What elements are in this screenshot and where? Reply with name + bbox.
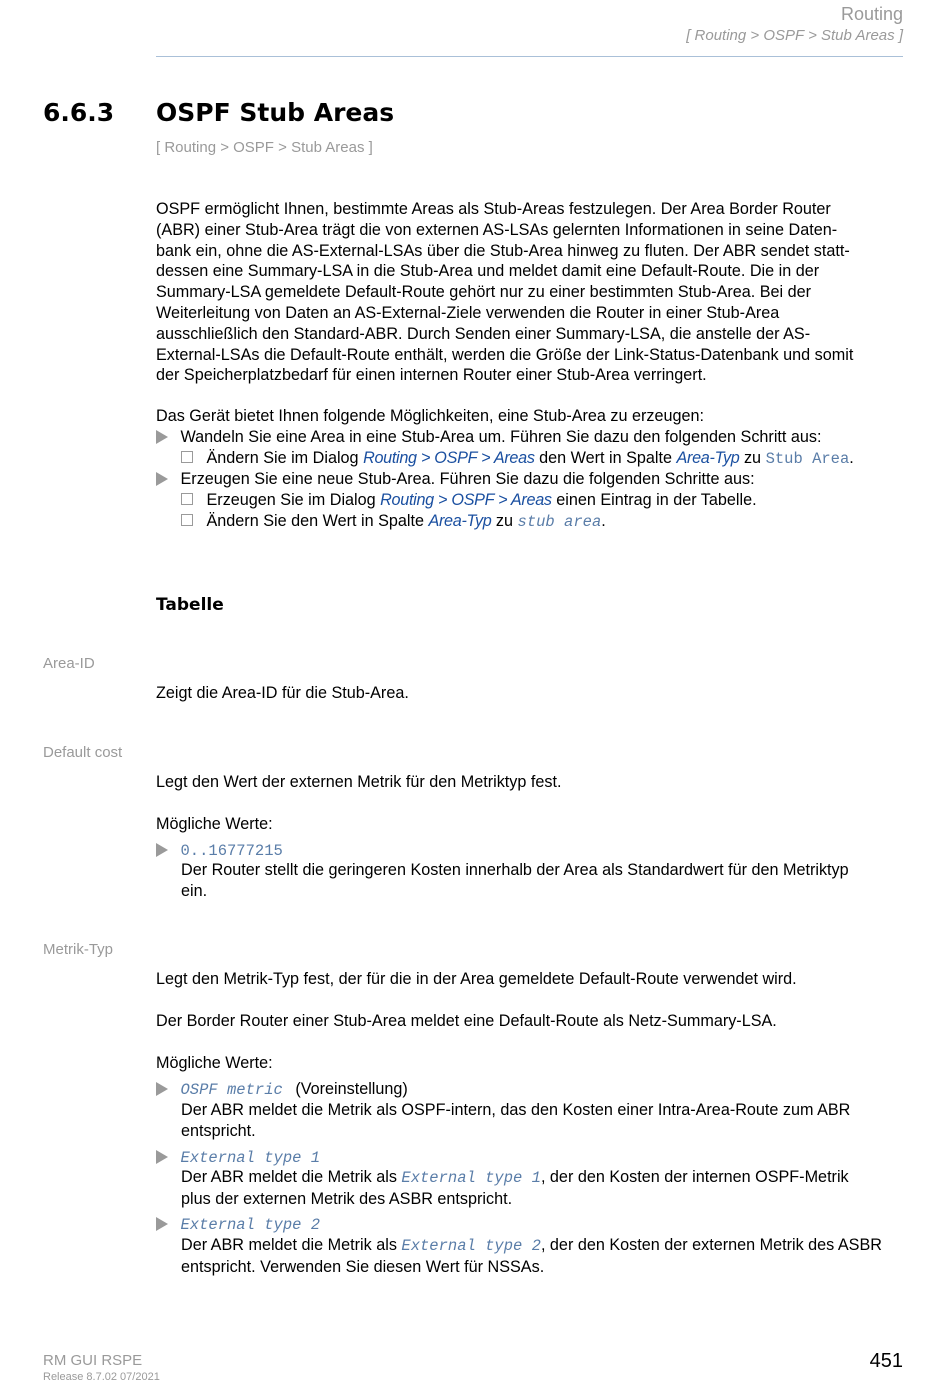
param-desc-metrik-typ: Legt den Metrik-Typ fest, der für die in der Area gemeldete Default-Route verwendet wird. bbox=[156, 970, 797, 988]
dialog-link-areas[interactable]: Routing > OSPF > Areas bbox=[380, 491, 552, 509]
value-ospf-metric: OSPF metric bbox=[180, 1081, 283, 1099]
column-link-area-typ[interactable]: Area-Typ bbox=[428, 512, 492, 530]
param-label-area-id: Area-ID bbox=[43, 655, 95, 672]
column-link-area-typ[interactable]: Area-Typ bbox=[676, 449, 740, 467]
param-label-metrik-typ: Metrik-Typ bbox=[43, 941, 114, 958]
intro-line: External-LSAs die Default-Route enthält, werden die Größe der Link-Status-Datenbank und somit bbox=[156, 345, 854, 364]
value-item-external-type-2 bbox=[156, 1214, 320, 1236]
value-item-range bbox=[156, 840, 283, 862]
intro-line: OSPF ermöglicht Ihnen, bestimmte Areas als Stub-Areas festzulegen. Der Area Border Router bbox=[156, 200, 831, 218]
intro-line: Summary-LSA gemeldete Default-Route gehört nur zu einer bestimmten Stub-Area. Bei der bbox=[156, 283, 812, 302]
header-divider bbox=[156, 56, 903, 57]
table-heading: Tabelle bbox=[156, 595, 224, 615]
running-header-title: Routing bbox=[840, 4, 903, 24]
section-title: OSPF Stub Areas bbox=[156, 98, 395, 127]
option-item-2 bbox=[156, 469, 755, 490]
value-external-type-1: External type 1 bbox=[180, 1149, 321, 1167]
option-item-2-step-2: Ändern Sie den Wert in Spalte Area-Typ zu stub area. bbox=[181, 511, 606, 533]
intro-line: der Speicherplatzbedarf für einen internen Router einer Stub-Area verringert. bbox=[156, 366, 707, 385]
bullet-triangle-icon bbox=[156, 430, 168, 444]
intro-line: dessen eine Summary-LSA in die Stub-Area und meldet damit eine Default-Route. Die in der bbox=[156, 262, 820, 281]
code-value-stub-area: Stub Area bbox=[765, 450, 850, 468]
intro-line: (ABR) einer Stub-Area trägt die von externen AS-LSAs gelernten Informationen in seine Daten- bbox=[156, 220, 838, 239]
param-desc-default-cost: Legt den Wert der externen Metrik für den Metriktyp fest. bbox=[156, 773, 562, 791]
intro-line: ausschließlich den Standard-ABR. Durch Senden einer Summary-LSA, die anstelle der AS- bbox=[156, 324, 811, 343]
option-item-1-step: Ändern Sie im Dialog Routing > OSPF > Areas den Wert in Spalte Area-Typ zu Stub Area. bbox=[181, 448, 854, 470]
value-item-external-type-1 bbox=[156, 1147, 320, 1169]
value-ospf-metric-desc: Der ABR meldet die Metrik als OSPF-intern, das den Kosten einer Intra-Area-Route zum ABR entspricht. bbox=[181, 1101, 851, 1140]
intro-paragraph bbox=[156, 199, 906, 386]
footer-release: Release 8.7.02 07/2021 bbox=[43, 1371, 160, 1383]
checkbox-square-icon bbox=[181, 514, 193, 526]
intro-line: bank ein, ohne die AS-External-LSAs über die Stub-Area hinweg zu fluten. Der ABR sendet statt- bbox=[156, 241, 850, 260]
page-number: 451 bbox=[869, 1350, 903, 1372]
dialog-link-areas[interactable]: Routing > OSPF > Areas bbox=[363, 449, 535, 467]
value-range: 0..16777215 bbox=[180, 842, 283, 860]
default-note: (Voreinstellung) bbox=[295, 1080, 408, 1098]
bullet-triangle-icon bbox=[156, 1082, 168, 1096]
section-path: [ Routing > OSPF > Stub Areas ] bbox=[156, 139, 373, 156]
bullet-triangle-icon bbox=[156, 843, 168, 857]
option-item-1-text: Wandeln Sie eine Area in eine Stub-Area um. Führen Sie dazu den folgenden Schritt aus: bbox=[180, 428, 822, 446]
value-external-type-2: External type 2 bbox=[180, 1216, 321, 1234]
bullet-triangle-icon bbox=[156, 472, 168, 486]
values-lead: Mögliche Werte: bbox=[156, 815, 273, 833]
param-desc-area-id: Zeigt die Area-ID für die Stub-Area. bbox=[156, 684, 409, 702]
section-number: 6.6.3 bbox=[43, 98, 115, 127]
bullet-triangle-icon bbox=[156, 1217, 168, 1231]
value-range-desc: Der Router stellt die geringeren Kosten innerhalb der Area als Standardwert für den Metriktyp ein. bbox=[181, 861, 849, 900]
param-desc-metrik-typ-2: Der Border Router einer Stub-Area meldet eine Default-Route als Netz-Summary-LSA. bbox=[156, 1012, 777, 1030]
running-header-path: [ Routing > OSPF > Stub Areas ] bbox=[686, 27, 903, 44]
footer-doc-name: RM GUI RSPE bbox=[43, 1352, 143, 1369]
option-item-1 bbox=[156, 427, 822, 448]
options-lead: Das Gerät bietet Ihnen folgende Möglichkeiten, eine Stub-Area zu erzeugen: bbox=[156, 407, 705, 425]
option-item-2-step-1: Erzeugen Sie im Dialog Routing > OSPF > Areas einen Eintrag in der Tabelle. bbox=[181, 490, 757, 511]
checkbox-square-icon bbox=[181, 451, 193, 463]
value-item-ospf-metric bbox=[156, 1079, 408, 1101]
bullet-triangle-icon bbox=[156, 1150, 168, 1164]
intro-line: Weiterleitung von Daten an AS-External-Ziele verwenden die Router in einer Stub-Area bbox=[156, 303, 780, 322]
checkbox-square-icon bbox=[181, 493, 193, 505]
param-label-default-cost: Default cost bbox=[43, 744, 123, 761]
values-lead: Mögliche Werte: bbox=[156, 1054, 273, 1072]
code-value-stub-area: stub area bbox=[517, 513, 602, 531]
option-item-2-text: Erzeugen Sie eine neue Stub-Area. Führen Sie dazu die folgenden Schritte aus: bbox=[180, 470, 755, 488]
value-external-type-2-desc: Der ABR meldet die Metrik als External type 2, der den Kosten der externen Metrik des ASBR entspricht. Verwenden Sie diesen Wert für NSSAs. bbox=[181, 1236, 882, 1276]
value-external-type-1-desc: Der ABR meldet die Metrik als External type 1, der den Kosten der internen OSPF-Metrik plus der externen Metrik des ASBR entspricht. bbox=[181, 1168, 849, 1208]
